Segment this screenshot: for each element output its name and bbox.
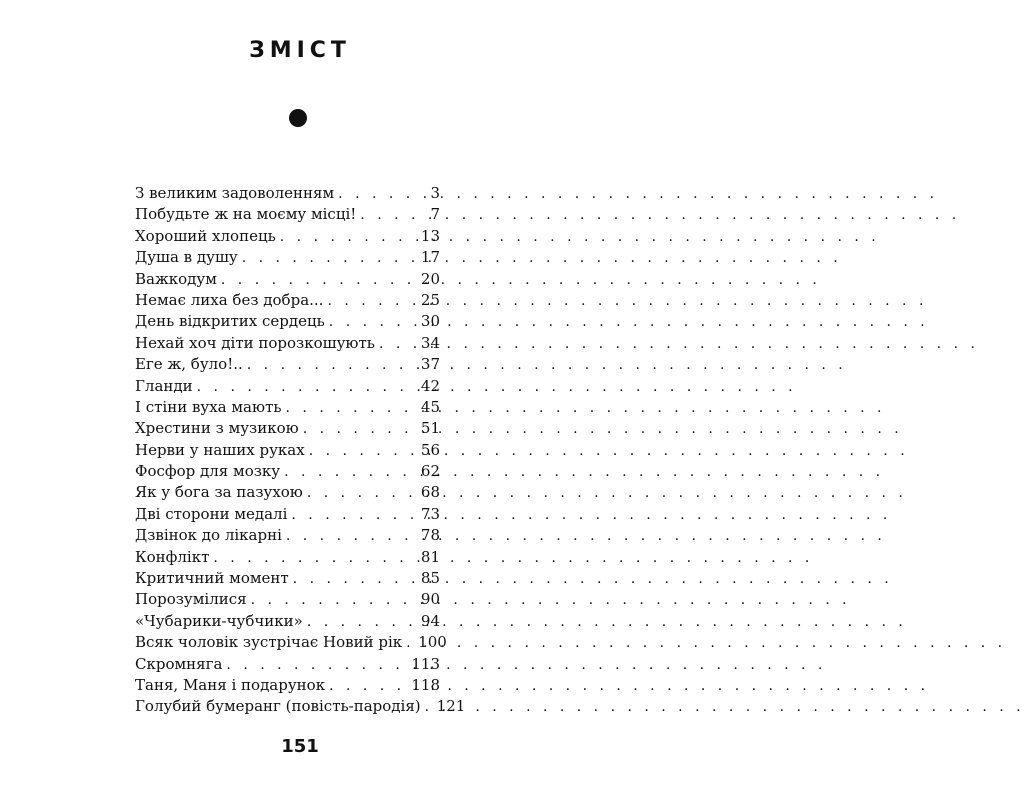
- toc-entry-title: Дві сторони медалі: [135, 504, 288, 523]
- toc-entry: [135, 397, 440, 418]
- toc-dot-leader: [221, 270, 414, 291]
- toc-entry: [135, 632, 447, 653]
- toc-entry-title: Голубий бумеранг (повість-пародія): [135, 697, 421, 716]
- toc-entry: [135, 418, 440, 439]
- toc-entry-title: Конфлікт: [135, 547, 210, 566]
- toc-entry: [135, 333, 440, 354]
- toc-dot-leader: [280, 227, 414, 248]
- toc-entry: [135, 247, 440, 268]
- toc-dot-leader: [286, 526, 414, 547]
- toc-entry-page: 45: [420, 397, 440, 416]
- toc-entry: [135, 204, 440, 225]
- toc-entry-title: Важкодум: [135, 269, 217, 288]
- toc-entry: [135, 183, 440, 204]
- toc-entry-page: 113: [411, 654, 440, 673]
- toc-entry-page: 56: [420, 440, 440, 459]
- toc-entry-title: Нехай хоч діти порозкошують: [135, 333, 375, 352]
- toc-dot-leader: [251, 590, 414, 611]
- toc-dot-leader: [329, 312, 414, 333]
- toc-dot-leader: [307, 483, 414, 504]
- toc-entry-title: Нерви у наших руках: [135, 440, 305, 459]
- toc-dot-leader: [307, 612, 414, 633]
- toc-entry-page: 42: [420, 376, 440, 395]
- toc-entry-page: 20: [420, 269, 440, 288]
- toc-entry-title: Немає лиха без добра...: [135, 290, 324, 309]
- toc-entry-title: Еге ж, було!..: [135, 355, 243, 374]
- toc-entry: [135, 269, 440, 290]
- toc-entry: [135, 589, 440, 610]
- toc-entry-title: Побудьте ж на моєму місці!: [135, 205, 357, 224]
- toc-entry: [135, 654, 440, 675]
- toc-entry-title: Душа в душу: [135, 248, 238, 267]
- toc-entry-page: 85: [420, 569, 440, 588]
- toc-entry-page: 90: [420, 590, 440, 609]
- toc-entry-title: Фосфор для мозку: [135, 462, 281, 481]
- toc-entry-title: І стіни вуха мають: [135, 397, 282, 416]
- toc-entry-page: 30: [420, 312, 440, 331]
- toc-entry-title: Дзвінок до лікарні: [135, 526, 282, 545]
- toc-entry: [135, 525, 440, 546]
- toc-dot-leader: [329, 676, 407, 697]
- toc-entry-title: Порозумілися: [135, 590, 247, 609]
- toc-entry-title: Таня, Маня і подарунок: [135, 675, 326, 694]
- toc-dot-leader: [425, 697, 433, 718]
- toc-entry-page: 51: [420, 419, 440, 438]
- toc-entry: [135, 226, 440, 247]
- toc-dot-leader: [303, 419, 414, 440]
- toc-entry-page: 78: [420, 526, 440, 545]
- toc-entry-page: 100: [418, 633, 447, 652]
- toc-entry-page: 68: [420, 483, 440, 502]
- toc-entry-page: 13: [420, 226, 440, 245]
- toc-entry-title: День відкритих сердець: [135, 312, 325, 331]
- toc-entry-page: 17: [420, 248, 440, 267]
- toc-entry: [135, 504, 440, 525]
- toc-entry: [135, 547, 440, 568]
- toc-entry: [135, 568, 440, 589]
- toc-entry-page: 81: [420, 547, 440, 566]
- toc-entry-title: Як у бога за пазухою: [135, 483, 303, 502]
- toc-dot-leader: [284, 462, 414, 483]
- page-number: 151: [281, 736, 319, 757]
- toc-dot-leader: [309, 441, 414, 462]
- toc-dot-leader: [226, 655, 407, 676]
- toc-dot-leader: [213, 548, 414, 569]
- toc-entry-page: 62: [420, 462, 440, 481]
- toc-dot-leader: [327, 291, 414, 312]
- toc-dot-leader: [379, 334, 414, 355]
- toc-entry-title: «Чубарики-чубчики»: [135, 611, 303, 630]
- toc-entry-title: Всяк чоловік зустрічає Новий рік: [135, 633, 403, 652]
- toc-entry: [135, 290, 440, 311]
- toc-entry-page: 25: [420, 290, 440, 309]
- toc-entry-title: Гланди: [135, 376, 193, 395]
- toc-entry-page: 94: [420, 611, 440, 630]
- toc-dot-leader: [406, 633, 414, 654]
- toc-entry-page: 3: [430, 184, 440, 202]
- page-title: ЗМІСТ: [249, 38, 351, 63]
- toc-entry: [135, 611, 440, 632]
- toc-entry-page: 34: [420, 333, 440, 352]
- toc-entry-page: 7: [430, 205, 440, 224]
- table-of-contents: [135, 183, 466, 718]
- toc-entry: [135, 461, 440, 482]
- toc-entry-title: Скромняга: [135, 654, 223, 673]
- toc-entry: [135, 354, 440, 375]
- toc-entry-title: З великим задоволенням: [135, 184, 335, 202]
- toc-entry-title: Хороший хлопець: [135, 226, 276, 245]
- toc-dot-leader: [291, 505, 414, 526]
- toc-dot-leader: [360, 205, 414, 226]
- toc-entry: [135, 675, 440, 696]
- toc-dot-leader: [338, 184, 414, 205]
- toc-entry-title: Критичний момент: [135, 569, 289, 588]
- toc-entry-page: 121: [436, 697, 466, 716]
- toc-entry: [135, 482, 440, 503]
- toc-entry-page: 37: [420, 355, 440, 374]
- toc-dot-leader: [247, 355, 414, 376]
- toc-dot-leader: [286, 398, 414, 419]
- toc-entry: [135, 440, 440, 461]
- toc-entry: [135, 311, 440, 332]
- filled-circle-icon: [289, 109, 307, 127]
- toc-dot-leader: [293, 569, 414, 590]
- toc-dot-leader: [242, 248, 414, 269]
- toc-entry: [135, 696, 466, 717]
- toc-entry-page: 73: [420, 504, 440, 523]
- toc-entry: [135, 376, 440, 397]
- toc-entry-page: 118: [411, 675, 440, 694]
- toc-entry-title: Хрестини з музикою: [135, 419, 299, 438]
- toc-dot-leader: [197, 377, 414, 398]
